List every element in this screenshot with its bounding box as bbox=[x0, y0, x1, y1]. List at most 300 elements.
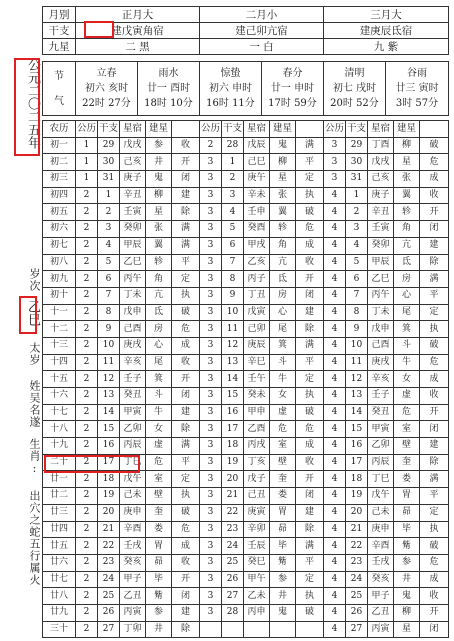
cell-jianxing: 除 bbox=[172, 421, 200, 438]
cell-xiu: 虚 bbox=[270, 404, 296, 421]
cell-month: 4 bbox=[324, 488, 346, 505]
cell-day: 5 bbox=[346, 254, 368, 271]
term-line1: 初六 申时 bbox=[208, 83, 253, 94]
table-row bbox=[43, 538, 449, 555]
cell-jianxing bbox=[296, 621, 324, 638]
cell-xiu: 昴 bbox=[394, 504, 420, 521]
cell-ganzhi: 庚戌 bbox=[120, 337, 146, 354]
table-row bbox=[43, 488, 449, 505]
cell-day: 25 bbox=[346, 588, 368, 605]
table-row bbox=[43, 554, 449, 571]
cell-jianxing: 建 bbox=[296, 504, 324, 521]
cell-xiu: 亢 bbox=[394, 237, 420, 254]
cell-jianxing: 开 bbox=[420, 604, 449, 621]
cell-day: 9 bbox=[222, 287, 244, 304]
cell-xiu: 胃 bbox=[270, 504, 296, 521]
table-row bbox=[43, 354, 449, 371]
lunar-day: 十四 bbox=[43, 354, 76, 371]
cell-ganzhi: 乙卯 bbox=[120, 421, 146, 438]
cell-month: 3 bbox=[200, 571, 222, 588]
cell-xiu: 危 bbox=[394, 404, 420, 421]
cell-jianxing: 收 bbox=[420, 187, 449, 204]
cell-ganzhi: 甲辰 bbox=[120, 237, 146, 254]
col-header: 干支 bbox=[222, 121, 244, 138]
cell-xiu: 娄 bbox=[146, 521, 172, 538]
cell-day: 8 bbox=[346, 304, 368, 321]
cell-ganzhi: 庚申 bbox=[120, 504, 146, 521]
cell-month: 4 bbox=[324, 588, 346, 605]
cell-day: 17 bbox=[98, 454, 120, 471]
cell-jianxing: 建 bbox=[172, 404, 200, 421]
cell-day: 18 bbox=[346, 471, 368, 488]
terms-label-top: 节 bbox=[54, 70, 64, 82]
cell-xiu: 虚 bbox=[394, 388, 420, 405]
cell-jianxing: 执 bbox=[172, 287, 200, 304]
cell-day: 7 bbox=[222, 254, 244, 271]
cell-jianxing: 平 bbox=[296, 554, 324, 571]
cell-xiu: 奎 bbox=[394, 454, 420, 471]
cell-ganzhi: 丁未 bbox=[368, 304, 394, 321]
cell-jianxing: 除 bbox=[172, 621, 200, 638]
lunar-day: 初五 bbox=[43, 204, 76, 221]
term-cell bbox=[262, 62, 324, 116]
cell-day: 14 bbox=[98, 404, 120, 421]
cell-xiu: 轸 bbox=[394, 204, 420, 221]
cell-month: 2 bbox=[76, 621, 98, 638]
cell-month: 4 bbox=[324, 404, 346, 421]
cell-ganzhi: 壬辰 bbox=[244, 538, 270, 555]
table-row bbox=[43, 321, 449, 338]
cell-month: 4 bbox=[324, 254, 346, 271]
cell-day: 4 bbox=[222, 204, 244, 221]
cell-month: 3 bbox=[200, 237, 222, 254]
cell-jianxing: 收 bbox=[420, 388, 449, 405]
cell-month: 3 bbox=[200, 321, 222, 338]
cell-ganzhi: 壬寅 bbox=[120, 204, 146, 221]
cell-xiu: 鬼 bbox=[394, 588, 420, 605]
cell-ganzhi: 己酉 bbox=[120, 321, 146, 338]
cell-xiu: 斗 bbox=[146, 388, 172, 405]
cell-month: 3 bbox=[200, 421, 222, 438]
cell-xiu: 鬼 bbox=[270, 604, 296, 621]
cell-day: 31 bbox=[98, 171, 120, 188]
cell-month: 2 bbox=[76, 237, 98, 254]
cell-ganzhi: 辛巳 bbox=[244, 354, 270, 371]
cell-jianxing: 闭 bbox=[296, 287, 324, 304]
cell-month: 4 bbox=[324, 187, 346, 204]
suici-value: 乙巳 bbox=[25, 300, 40, 326]
cell-ganzhi: 丁卯 bbox=[120, 621, 146, 638]
month-1-star: 二 黑 bbox=[76, 39, 200, 55]
col-header bbox=[296, 121, 324, 138]
cell-day: 19 bbox=[346, 488, 368, 505]
cell-ganzhi: 乙丑 bbox=[120, 588, 146, 605]
cell-jianxing: 成 bbox=[420, 571, 449, 588]
cell-jianxing: 平 bbox=[296, 354, 324, 371]
cell-day: 9 bbox=[346, 321, 368, 338]
table-row bbox=[43, 521, 449, 538]
cell-month: 2 bbox=[76, 588, 98, 605]
term-line2: 20时 52分 bbox=[330, 98, 379, 109]
cell-month: 3 bbox=[200, 471, 222, 488]
cell-month: 3 bbox=[200, 171, 222, 188]
cell-day: 20 bbox=[222, 471, 244, 488]
cell-jianxing: 开 bbox=[172, 571, 200, 588]
cell-jianxing: 满 bbox=[172, 221, 200, 238]
table-row bbox=[43, 471, 449, 488]
cell-jianxing: 定 bbox=[420, 504, 449, 521]
cell-ganzhi: 丁酉 bbox=[368, 137, 394, 154]
cell-day: 25 bbox=[222, 554, 244, 571]
cell-jianxing: 建 bbox=[172, 604, 200, 621]
cell-day: 23 bbox=[222, 521, 244, 538]
table-row bbox=[43, 154, 449, 171]
cell-month: 2 bbox=[76, 204, 98, 221]
cell-day: 5 bbox=[222, 221, 244, 238]
cell-month: 4 bbox=[324, 237, 346, 254]
cell-ganzhi: 戊申 bbox=[120, 304, 146, 321]
cell-xiu: 危 bbox=[270, 421, 296, 438]
cell-jianxing: 除 bbox=[420, 454, 449, 471]
cell-xiu: 昴 bbox=[146, 554, 172, 571]
cell-jianxing: 危 bbox=[172, 321, 200, 338]
cell-month: 3 bbox=[200, 454, 222, 471]
cell-day: 23 bbox=[98, 554, 120, 571]
cell-xiu: 星 bbox=[270, 171, 296, 188]
month-header-table bbox=[42, 6, 449, 55]
cell-ganzhi: 壬戌 bbox=[120, 538, 146, 555]
term-cell bbox=[138, 62, 200, 116]
cell-xiu: 房 bbox=[270, 287, 296, 304]
cell-month: 3 bbox=[324, 171, 346, 188]
cell-ganzhi: 丙辰 bbox=[120, 438, 146, 455]
cell-xiu: 柳 bbox=[270, 154, 296, 171]
cell-jianxing: 收 bbox=[172, 137, 200, 154]
term-name: 春分 bbox=[282, 68, 303, 79]
cell-ganzhi: 癸亥 bbox=[120, 554, 146, 571]
cell-month: 2 bbox=[76, 404, 98, 421]
cell-xiu: 井 bbox=[146, 621, 172, 638]
cell-xiu: 胃 bbox=[146, 538, 172, 555]
cell-month: 4 bbox=[324, 304, 346, 321]
cell-xiu: 心 bbox=[394, 287, 420, 304]
cell-jianxing: 闭 bbox=[172, 588, 200, 605]
term-cell bbox=[386, 62, 449, 116]
cell-xiu: 角 bbox=[270, 237, 296, 254]
cell-jianxing: 闭 bbox=[172, 171, 200, 188]
cell-xiu: 鬼 bbox=[146, 171, 172, 188]
cell-month: 4 bbox=[324, 221, 346, 238]
table-row bbox=[43, 571, 449, 588]
term-line2: 18时 10分 bbox=[144, 98, 193, 109]
daily-calendar-table bbox=[42, 120, 449, 638]
cell-jianxing: 平 bbox=[172, 454, 200, 471]
cell-day: 5 bbox=[98, 254, 120, 271]
cell-day: 30 bbox=[346, 154, 368, 171]
cell-jianxing: 执 bbox=[296, 588, 324, 605]
col-header-lunar: 农历 bbox=[43, 121, 76, 138]
cell-month: 3 bbox=[200, 271, 222, 288]
cell-month: 4 bbox=[324, 287, 346, 304]
cell-jianxing: 危 bbox=[420, 354, 449, 371]
lunar-day: 十三 bbox=[43, 337, 76, 354]
cell-day: 22 bbox=[346, 538, 368, 555]
cell-day: 19 bbox=[222, 454, 244, 471]
cell-xiu: 壁 bbox=[270, 454, 296, 471]
cell-ganzhi: 辛未 bbox=[244, 187, 270, 204]
cell-jianxing: 除 bbox=[420, 254, 449, 271]
term-line1: 廿一 酉时 bbox=[146, 83, 191, 94]
cell-month: 3 bbox=[200, 187, 222, 204]
cell-day: 3 bbox=[98, 221, 120, 238]
cell-jianxing: 破 bbox=[172, 504, 200, 521]
cell-month: 4 bbox=[324, 421, 346, 438]
lunar-day: 廿九 bbox=[43, 604, 76, 621]
lunar-day: 十一 bbox=[43, 304, 76, 321]
cell-day: 3 bbox=[346, 221, 368, 238]
cell-day: 25 bbox=[98, 588, 120, 605]
lunar-day: 十七 bbox=[43, 404, 76, 421]
cell-day: 28 bbox=[222, 604, 244, 621]
cell-month: 2 bbox=[76, 504, 98, 521]
cell-month: 2 bbox=[76, 488, 98, 505]
table-row bbox=[43, 438, 449, 455]
lunar-day: 廿七 bbox=[43, 571, 76, 588]
cell-ganzhi: 丁未 bbox=[120, 287, 146, 304]
cell-day: 6 bbox=[98, 271, 120, 288]
cell-xiu: 张 bbox=[146, 221, 172, 238]
cell-xiu: 虚 bbox=[146, 438, 172, 455]
cell-ganzhi: 己巳 bbox=[244, 154, 270, 171]
cell-month: 4 bbox=[324, 604, 346, 621]
term-cell bbox=[324, 62, 386, 116]
cell-xiu: 奎 bbox=[146, 504, 172, 521]
cell-ganzhi: 甲寅 bbox=[120, 404, 146, 421]
cell-jianxing: 建 bbox=[296, 304, 324, 321]
cell-jianxing: 收 bbox=[420, 588, 449, 605]
cell-day: 24 bbox=[222, 538, 244, 555]
cell-day: 29 bbox=[346, 137, 368, 154]
table-row bbox=[43, 237, 449, 254]
col-header: 公历 bbox=[200, 121, 222, 138]
cell-jianxing: 开 bbox=[296, 271, 324, 288]
cell-jianxing: 危 bbox=[420, 154, 449, 171]
cell-day: 11 bbox=[222, 321, 244, 338]
cell-xiu: 胃 bbox=[394, 488, 420, 505]
cell-ganzhi: 辛丑 bbox=[120, 187, 146, 204]
cell-ganzhi: 戊辰 bbox=[244, 137, 270, 154]
cell-ganzhi: 丙申 bbox=[244, 604, 270, 621]
cell-day: 2 bbox=[346, 204, 368, 221]
cell-day: 1 bbox=[346, 187, 368, 204]
cell-month: 4 bbox=[324, 337, 346, 354]
cell-jianxing: 开 bbox=[420, 404, 449, 421]
cell-jianxing: 破 bbox=[420, 538, 449, 555]
cell-ganzhi: 甲寅 bbox=[368, 421, 394, 438]
term-line1: 廿一 申时 bbox=[270, 83, 315, 94]
cell-day: 1 bbox=[98, 187, 120, 204]
cell-xiu: 亢 bbox=[146, 287, 172, 304]
month-2-name: 二月小 bbox=[200, 7, 324, 23]
cell-ganzhi: 癸巳 bbox=[244, 554, 270, 571]
cell-ganzhi: 戊戌 bbox=[120, 137, 146, 154]
cell-xiu: 参 bbox=[146, 604, 172, 621]
cell-xiu: 觜 bbox=[146, 588, 172, 605]
cell-xiu: 斗 bbox=[270, 354, 296, 371]
cell-ganzhi: 辛亥 bbox=[368, 371, 394, 388]
cell-jianxing: 危 bbox=[420, 554, 449, 571]
cell-month: 3 bbox=[200, 588, 222, 605]
cell-day: 4 bbox=[346, 237, 368, 254]
cell-xiu: 危 bbox=[146, 454, 172, 471]
cell-xiu: 房 bbox=[394, 271, 420, 288]
cell-day: 14 bbox=[222, 371, 244, 388]
lunar-day: 二十 bbox=[43, 454, 76, 471]
cell-month: 3 bbox=[200, 354, 222, 371]
cell-day: 10 bbox=[222, 304, 244, 321]
cell-ganzhi: 庚子 bbox=[368, 187, 394, 204]
term-line1: 廿三 寅时 bbox=[395, 83, 439, 94]
cell-day: 21 bbox=[98, 521, 120, 538]
cell-day: 4 bbox=[98, 237, 120, 254]
cell-jianxing: 成 bbox=[420, 171, 449, 188]
lunar-day: 初四 bbox=[43, 187, 76, 204]
cell-jianxing: 执 bbox=[420, 321, 449, 338]
cell-month: 2 bbox=[76, 554, 98, 571]
cell-day: 8 bbox=[222, 271, 244, 288]
cell-xiu: 参 bbox=[394, 554, 420, 571]
cell-month: 2 bbox=[76, 271, 98, 288]
lunar-day: 初六 bbox=[43, 221, 76, 238]
cell-ganzhi: 壬戌 bbox=[368, 554, 394, 571]
cell-ganzhi: 戊午 bbox=[368, 488, 394, 505]
cell-month: 2 bbox=[76, 187, 98, 204]
cell-month: 4 bbox=[324, 371, 346, 388]
cell-xiu: 斗 bbox=[394, 337, 420, 354]
cell-jianxing: 平 bbox=[420, 287, 449, 304]
lunar-day: 初三 bbox=[43, 171, 76, 188]
cell-ganzhi: 庚戌 bbox=[368, 354, 394, 371]
cell-xiu: 娄 bbox=[270, 488, 296, 505]
cell-ganzhi: 辛卯 bbox=[244, 521, 270, 538]
cell-jianxing: 平 bbox=[172, 254, 200, 271]
cell-xiu: 室 bbox=[270, 438, 296, 455]
cell-jianxing: 定 bbox=[420, 304, 449, 321]
cell-day: 23 bbox=[346, 554, 368, 571]
cell-month: 2 bbox=[76, 604, 98, 621]
cell-xiu: 轸 bbox=[270, 221, 296, 238]
cell-day: 6 bbox=[222, 237, 244, 254]
cell-jianxing: 闭 bbox=[420, 421, 449, 438]
cell-jianxing: 平 bbox=[296, 154, 324, 171]
cell-month: 3 bbox=[200, 521, 222, 538]
cell-ganzhi: 丁巳 bbox=[120, 454, 146, 471]
col-header bbox=[420, 121, 449, 138]
cell-month: 3 bbox=[200, 287, 222, 304]
cell-day: 26 bbox=[222, 571, 244, 588]
cell-xiu: 心 bbox=[146, 337, 172, 354]
cell-month: 2 bbox=[76, 371, 98, 388]
cell-jianxing: 满 bbox=[420, 271, 449, 288]
cell-day: 26 bbox=[98, 604, 120, 621]
row-label-star: 九星 bbox=[43, 39, 76, 55]
col-header: 干支 bbox=[98, 121, 120, 138]
cell-jianxing: 危 bbox=[296, 421, 324, 438]
cell-xiu bbox=[270, 621, 296, 638]
cell-ganzhi: 壬子 bbox=[120, 371, 146, 388]
cell-ganzhi: 壬申 bbox=[244, 204, 270, 221]
cell-jianxing: 执 bbox=[172, 488, 200, 505]
cell-xiu: 觜 bbox=[270, 554, 296, 571]
cell-jianxing: 破 bbox=[420, 137, 449, 154]
cell-ganzhi: 乙未 bbox=[244, 588, 270, 605]
cell-jianxing: 建 bbox=[172, 187, 200, 204]
cell-xiu: 翼 bbox=[394, 187, 420, 204]
table-row bbox=[43, 204, 449, 221]
cell-day: 12 bbox=[346, 371, 368, 388]
cell-day: 27 bbox=[98, 621, 120, 638]
table-row bbox=[43, 588, 449, 605]
cell-jianxing: 成 bbox=[296, 438, 324, 455]
cell-xiu: 参 bbox=[146, 137, 172, 154]
month-2-ganzhi: 建己卯亢宿 bbox=[200, 23, 324, 39]
year-label: 公元二〇二五年 bbox=[25, 58, 40, 149]
cell-month: 3 bbox=[200, 337, 222, 354]
term-name: 雨水 bbox=[158, 68, 179, 79]
cell-day: 13 bbox=[222, 354, 244, 371]
cell-ganzhi: 丁丑 bbox=[244, 287, 270, 304]
cell-jianxing: 执 bbox=[296, 187, 324, 204]
cell-ganzhi: 癸卯 bbox=[120, 221, 146, 238]
cell-ganzhi: 己未 bbox=[368, 504, 394, 521]
cell-month: 3 bbox=[200, 538, 222, 555]
cell-day: 16 bbox=[98, 438, 120, 455]
term-line2: 16时 11分 bbox=[206, 98, 255, 109]
table-row bbox=[43, 388, 449, 405]
cell-xiu: 室 bbox=[394, 421, 420, 438]
cell-ganzhi: 甲辰 bbox=[368, 254, 394, 271]
cell-jianxing: 收 bbox=[296, 254, 324, 271]
cell-ganzhi: 丙辰 bbox=[368, 454, 394, 471]
col-header: 星宿 bbox=[368, 121, 394, 138]
col-header: 星宿 bbox=[120, 121, 146, 138]
col-header bbox=[172, 121, 200, 138]
lunar-day: 廿三 bbox=[43, 504, 76, 521]
cell-xiu: 壁 bbox=[394, 438, 420, 455]
table-row bbox=[43, 421, 449, 438]
term-name: 清明 bbox=[344, 68, 365, 79]
cell-xiu: 尾 bbox=[270, 321, 296, 338]
cell-month: 1 bbox=[76, 137, 98, 154]
cell-month: 3 bbox=[200, 504, 222, 521]
cell-xiu: 鬼 bbox=[270, 137, 296, 154]
table-row bbox=[43, 304, 449, 321]
cell-jianxing: 满 bbox=[172, 237, 200, 254]
cell-jianxing: 定 bbox=[296, 571, 324, 588]
cell-ganzhi: 乙巳 bbox=[368, 271, 394, 288]
cell-xiu: 箕 bbox=[146, 371, 172, 388]
table-row bbox=[43, 404, 449, 421]
cell-month: 4 bbox=[324, 388, 346, 405]
cell-month: 4 bbox=[324, 521, 346, 538]
cell-xiu: 柳 bbox=[146, 187, 172, 204]
cell-day: 11 bbox=[98, 354, 120, 371]
cell-day: 9 bbox=[98, 321, 120, 338]
table-row bbox=[43, 221, 449, 238]
cell-ganzhi: 己卯 bbox=[244, 321, 270, 338]
cell-month: 3 bbox=[200, 404, 222, 421]
cell-day: 24 bbox=[98, 571, 120, 588]
